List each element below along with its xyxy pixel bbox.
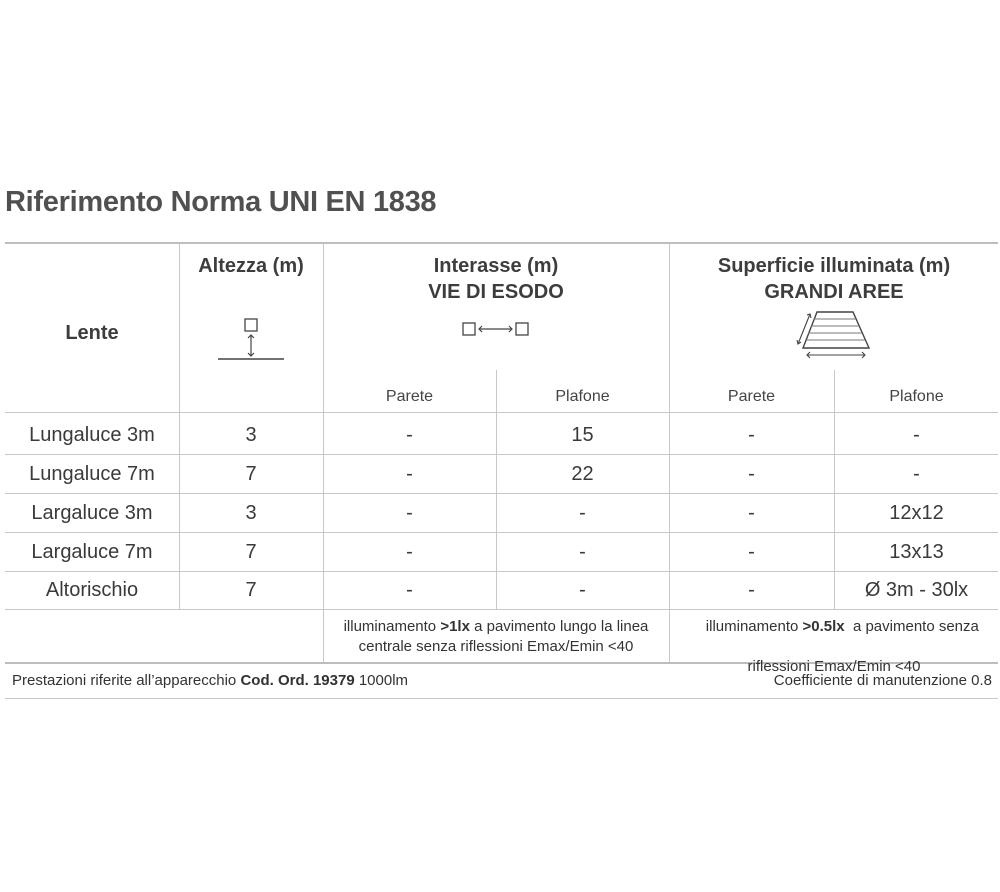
cell-interasse-plafone: - xyxy=(579,501,586,524)
cell-interasse-plafone: - xyxy=(579,579,586,601)
note-text: a pavimento lungo la linea xyxy=(469,618,649,635)
note-interasse-line2: centrale senza riflessioni Emax/Emin <40 xyxy=(358,638,634,655)
note-interasse-line1 xyxy=(344,617,649,637)
cell-altezza: 3 xyxy=(245,423,257,446)
cell-superficie-parete: - xyxy=(748,501,755,524)
note-threshold: >1lx xyxy=(440,618,470,635)
note-text: a pavimento senza xyxy=(844,618,979,635)
footer-text: Prestazioni riferite all’apparecchio xyxy=(12,672,241,689)
note-superficie xyxy=(669,614,999,675)
header-superficie-subtitle: GRANDI AREE xyxy=(764,281,904,303)
cell-interasse-parete: - xyxy=(406,423,413,446)
cell-lente: Largaluce 7m xyxy=(31,540,153,563)
header-lente: Lente xyxy=(65,322,119,344)
cell-superficie-parete: - xyxy=(748,540,755,563)
cell-interasse-parete: - xyxy=(406,462,413,485)
cell-superficie-plafone: 12x12 xyxy=(889,501,944,524)
cell-lente: Largaluce 3m xyxy=(31,501,153,524)
footer-bottom-rule xyxy=(5,698,998,699)
cell-lente: Lungaluce 7m xyxy=(29,462,155,485)
note-threshold: >0.5lx xyxy=(802,618,845,635)
footer-maintenance-coefficient: Coefficiente di manutenzione 0.8 xyxy=(773,672,992,689)
footer-text: 1000lm xyxy=(354,672,409,689)
cell-interasse-plafone: 15 xyxy=(571,423,594,446)
cell-interasse-parete: - xyxy=(406,501,413,524)
footer-order-code: Cod. Ord. 19379 xyxy=(240,672,355,689)
cell-altezza: 3 xyxy=(245,501,257,524)
cell-interasse-plafone: - xyxy=(579,540,586,563)
cell-superficie-parete: - xyxy=(748,423,755,446)
footer-performance-note xyxy=(12,672,408,689)
area-measure-icon xyxy=(795,310,877,362)
cell-lente: Altorischio xyxy=(45,579,139,601)
subheader-interasse-plafone: Plafone xyxy=(555,388,610,405)
cell-altezza: 7 xyxy=(245,579,257,601)
cell-lente: Lungaluce 3m xyxy=(29,423,155,446)
table-top-rule xyxy=(5,242,998,244)
cell-superficie-plafone: 13x13 xyxy=(889,540,944,563)
cell-altezza: 7 xyxy=(245,540,257,563)
cell-altezza: 7 xyxy=(245,462,257,485)
cell-interasse-plafone: 22 xyxy=(571,462,594,485)
header-interasse-subtitle: VIE DI ESODO xyxy=(428,281,564,303)
subheader-interasse-parete: Parete xyxy=(385,388,434,405)
cell-superficie-plafone: - xyxy=(913,423,920,446)
subheader-superficie-plafone: Plafone xyxy=(889,388,944,405)
cell-superficie-parete: - xyxy=(748,462,755,485)
note-superficie-line1 xyxy=(689,597,979,657)
header-altezza: Altezza (m) xyxy=(198,255,304,277)
cell-interasse-parete: - xyxy=(406,540,413,563)
cell-superficie-plafone: Ø 3m - 30lx xyxy=(864,579,969,601)
note-superficie-line2: riflessioni Emax/Emin <40 xyxy=(747,658,921,675)
cell-superficie-plafone: - xyxy=(913,462,920,485)
height-measure-icon xyxy=(218,318,284,364)
header-superficie-title: Superficie illuminata (m) xyxy=(717,255,951,277)
note-text: illuminamento xyxy=(343,618,441,635)
page-title: Riferimento Norma UNI EN 1838 xyxy=(5,186,437,218)
cell-superficie-parete: - xyxy=(748,579,755,601)
subheader-superficie-parete: Parete xyxy=(727,388,776,405)
header-bottom-rule xyxy=(5,412,998,413)
header-interasse-title: Interasse (m) xyxy=(433,255,559,277)
note-text: illuminamento xyxy=(705,618,803,635)
spacing-measure-icon xyxy=(462,321,530,337)
note-interasse xyxy=(323,614,669,660)
cell-interasse-parete: - xyxy=(406,579,413,601)
